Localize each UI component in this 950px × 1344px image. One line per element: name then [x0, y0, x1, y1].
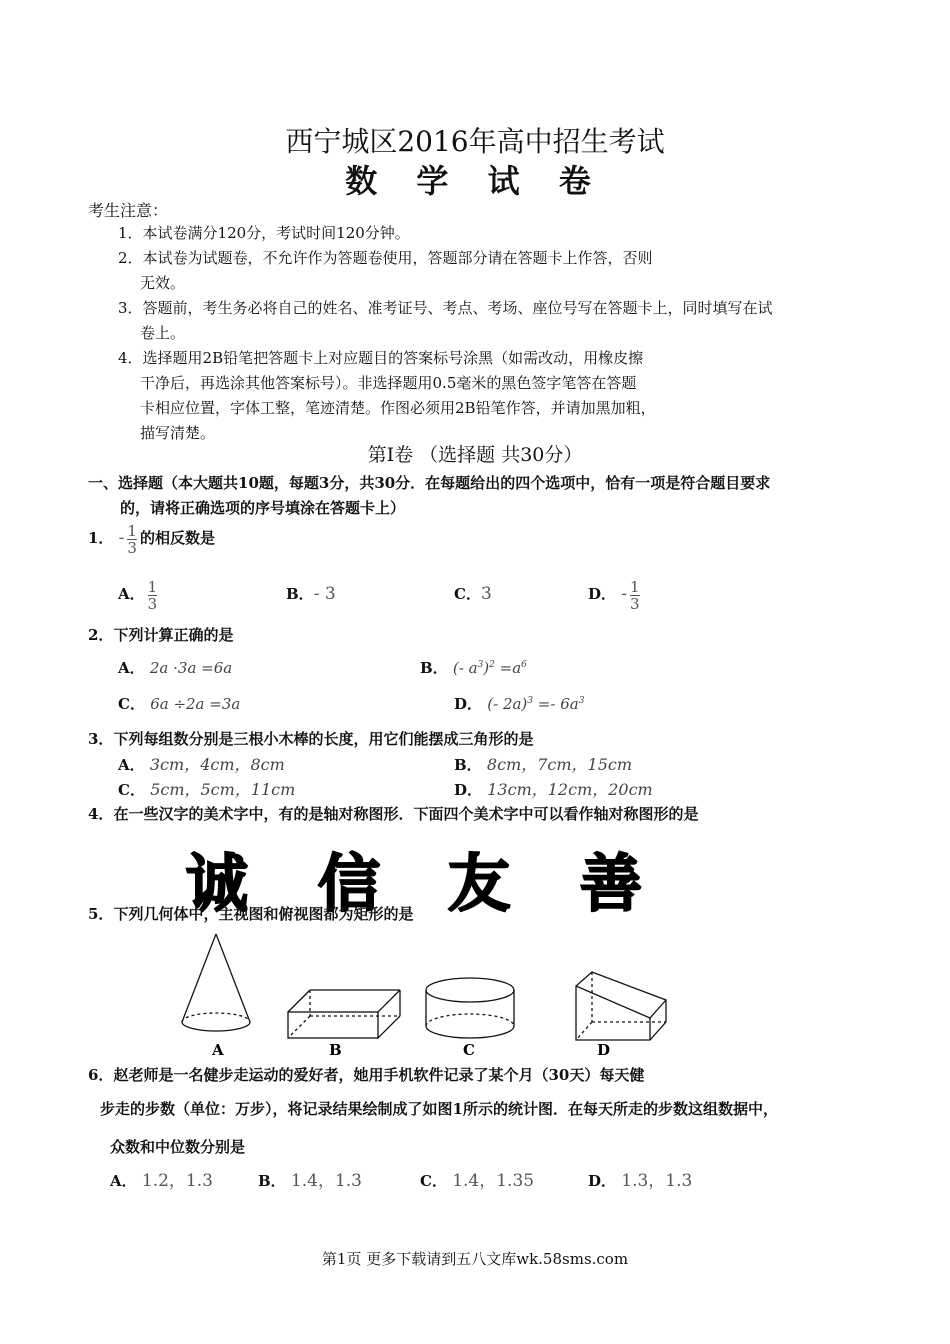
exponent: 3: [477, 660, 484, 670]
q2-option-b[interactable]: [420, 657, 527, 678]
option-label: B．: [454, 756, 482, 774]
q3-option-b[interactable]: [454, 752, 632, 775]
expr-part: =a: [494, 659, 522, 677]
solid-label-a: A: [212, 1041, 224, 1059]
notice-line: 卷上。: [140, 324, 186, 342]
section-intro-line-1: 一、选择题（本大题共10题，每题3分，共30分．在每题给出的四个选项中，恰有一项是符合题目要求: [88, 474, 771, 492]
option-label: A．: [118, 756, 145, 774]
option-expression: (- $a^3)^2 =a^6$: [452, 659, 527, 677]
option-value: - 3: [313, 584, 336, 604]
exponent: 3: [578, 696, 585, 706]
wordart-char-cheng[interactable]: 诚: [186, 847, 249, 920]
q1-option-d[interactable]: [588, 572, 643, 616]
question-number: 3．: [88, 730, 114, 748]
expr-part: (- a: [452, 659, 478, 677]
exponent: 2: [489, 660, 495, 670]
question-number: 6．: [88, 1066, 114, 1084]
fraction-denominator: 3: [630, 594, 640, 613]
option-label: A．: [110, 1172, 137, 1190]
question-number: 5．: [88, 905, 114, 923]
solid-label-d: D: [597, 1041, 611, 1059]
option-label: D．: [588, 1172, 617, 1190]
notice-item-number: 2．: [118, 249, 143, 267]
notice-item-1: [118, 222, 410, 243]
option-label: D．: [454, 695, 483, 713]
option-expression: 2a ·3a =6a: [149, 659, 233, 677]
option-label: A．: [118, 585, 145, 603]
q2-option-d[interactable]: [454, 693, 584, 714]
page-footer: 第1页 更多下载请到五八文库wk.58sms.com: [321, 1250, 629, 1268]
exponent: 6: [521, 660, 527, 670]
question-stem: 下列每组数分别是三根小木棒的长度，用它们能摆成三角形的是: [113, 730, 534, 748]
option-value: 5cm，5cm，11cm: [150, 780, 296, 799]
option-value: 1.4，1.3: [290, 1171, 362, 1191]
fraction-numerator: 1: [630, 577, 640, 596]
minus-sign: -: [118, 528, 125, 548]
notice-line: 本试卷为试题卷，不允许作为答题卷使用，答题部分请在答题卡上作答，否则: [142, 249, 653, 267]
fraction-denominator: 3: [147, 594, 158, 613]
q6-option-d[interactable]: [588, 1166, 692, 1191]
fraction: [630, 579, 640, 612]
option-label: B．: [258, 1172, 286, 1190]
notice-item-2: [118, 247, 653, 268]
expr-part: (- 2a): [487, 695, 528, 713]
option-label: D．: [588, 585, 617, 603]
q3-option-c[interactable]: [118, 777, 295, 800]
q1-option-b[interactable]: [286, 572, 336, 616]
wordart-char-xin[interactable]: 信: [318, 847, 381, 920]
option-value: 1.2，1.3: [141, 1171, 213, 1191]
notice-item-3: [118, 297, 773, 318]
notice-item-4: [118, 347, 643, 368]
question-3: [88, 728, 533, 749]
notice-line: 答题前，考生务必将自己的姓名、准考证号、考点、考场、座位号写在答题卡上，同时填写在试: [142, 299, 773, 317]
wordart-char-you[interactable]: 友: [448, 847, 511, 920]
cone-figure[interactable]: [182, 934, 250, 1031]
q6-option-c[interactable]: [420, 1166, 534, 1191]
prism-figure[interactable]: [576, 972, 666, 1040]
notice-item-number: 1．: [118, 224, 143, 242]
question-stem-line-3: 众数和中位数分别是: [110, 1138, 246, 1156]
notice-heading: 考生注意：: [88, 201, 169, 220]
fraction-denominator: 3: [127, 538, 137, 557]
notice-line: 选择题用2B铅笔把答题卡上对应题目的答案标号涂黑（如需改动，用橡皮擦: [142, 349, 644, 367]
question-stem-line-2: 步走的步数（单位：万步），将记录结果绘制成了如图1所示的统计图．在每天所走的步数这组数据中，: [100, 1100, 778, 1118]
question-stem: 在一些汉字的美术字中，有的是轴对称图形．下面四个美术字中可以看作轴对称图形的是: [113, 805, 699, 823]
notice-item-number: 3．: [118, 299, 143, 317]
cylinder-figure[interactable]: [426, 978, 514, 1038]
q6-option-a[interactable]: [110, 1166, 213, 1191]
exam-subtitle: 数 学 试 卷: [345, 162, 605, 200]
option-expression: [487, 695, 584, 713]
option-label: C．: [118, 781, 145, 799]
notice-line: 干净后，再选涂其他答案标号）。非选择题用0.5毫米的黑色签字笔答在答题: [140, 374, 637, 392]
question-stem: 下列几何体中，主视图和俯视图都为矩形的是: [113, 905, 414, 923]
exponent: 3: [527, 696, 534, 706]
fraction: [127, 523, 137, 556]
exam-title: 西宁城区2016年高中招生考试: [285, 125, 665, 158]
notice-line: 卡相应位置，字体工整，笔迹清楚。作图必须用2B铅笔作答，并请加黑加粗，: [140, 399, 656, 417]
option-value: 3: [480, 584, 492, 604]
option-label: D．: [454, 781, 483, 799]
option-label: C．: [118, 695, 145, 713]
question-number: 4．: [88, 805, 114, 823]
question-stem: 下列计算正确的是: [113, 626, 234, 644]
question-stem: 的相反数是: [139, 529, 215, 547]
minus-sign: -: [621, 584, 627, 604]
question-4: [88, 803, 698, 824]
option-label: B．: [420, 659, 448, 677]
q6-option-b[interactable]: [258, 1166, 362, 1191]
option-label: B．: [286, 585, 314, 603]
fraction-numerator: 1: [127, 521, 137, 540]
option-label: C．: [454, 585, 481, 603]
notice-item-number: 4．: [118, 349, 143, 367]
question-stem-line-1: 赵老师是一名健步走运动的爱好者，她用手机软件记录了某个月（30天）每天健: [113, 1066, 645, 1084]
question-5: [88, 903, 413, 924]
solid-label-b: B: [329, 1041, 342, 1059]
option-value: 8cm，7cm，15cm: [486, 755, 633, 774]
option-value: 3cm，4cm，8cm: [149, 755, 285, 774]
q1-option-a[interactable]: [118, 572, 160, 616]
q2-option-a[interactable]: [118, 657, 232, 678]
wordart-char-shan[interactable]: 善: [580, 847, 643, 920]
fraction: [148, 579, 158, 612]
question-1: [88, 516, 215, 560]
notice-line: 本试卷满分120分，考试时间120分钟。: [142, 224, 410, 242]
option-label: C．: [420, 1172, 447, 1190]
fraction-numerator: 1: [147, 577, 158, 596]
notice-line: 无效。: [140, 274, 186, 292]
solids-figure: [170, 928, 690, 1060]
section-intro-line-2: 的，请将正确选项的序号填涂在答题卡上）: [120, 499, 406, 517]
question-6: [88, 1064, 644, 1085]
question-number: 2．: [88, 626, 114, 644]
section-title: 第Ⅰ卷 （选择题 共30分）: [367, 444, 583, 466]
expr-part: =- 6a: [533, 695, 579, 713]
option-value: 1.4，1.35: [452, 1171, 535, 1191]
option-value: 13cm，12cm，20cm: [487, 780, 653, 799]
option-label: A．: [118, 659, 145, 677]
q3-option-a[interactable]: [118, 752, 285, 775]
q1-option-c[interactable]: [454, 572, 492, 616]
notice-line: 描写清楚。: [140, 424, 216, 442]
question-number: 1．: [88, 529, 114, 547]
q2-option-c[interactable]: [118, 693, 240, 714]
cuboid-figure[interactable]: [288, 990, 400, 1038]
solid-label-c: C: [463, 1041, 475, 1059]
q3-option-d[interactable]: [454, 777, 653, 800]
question-2: [88, 624, 233, 645]
option-expression: 6a ÷2a =3a: [150, 695, 241, 713]
option-value: 1.3，1.3: [621, 1171, 693, 1191]
